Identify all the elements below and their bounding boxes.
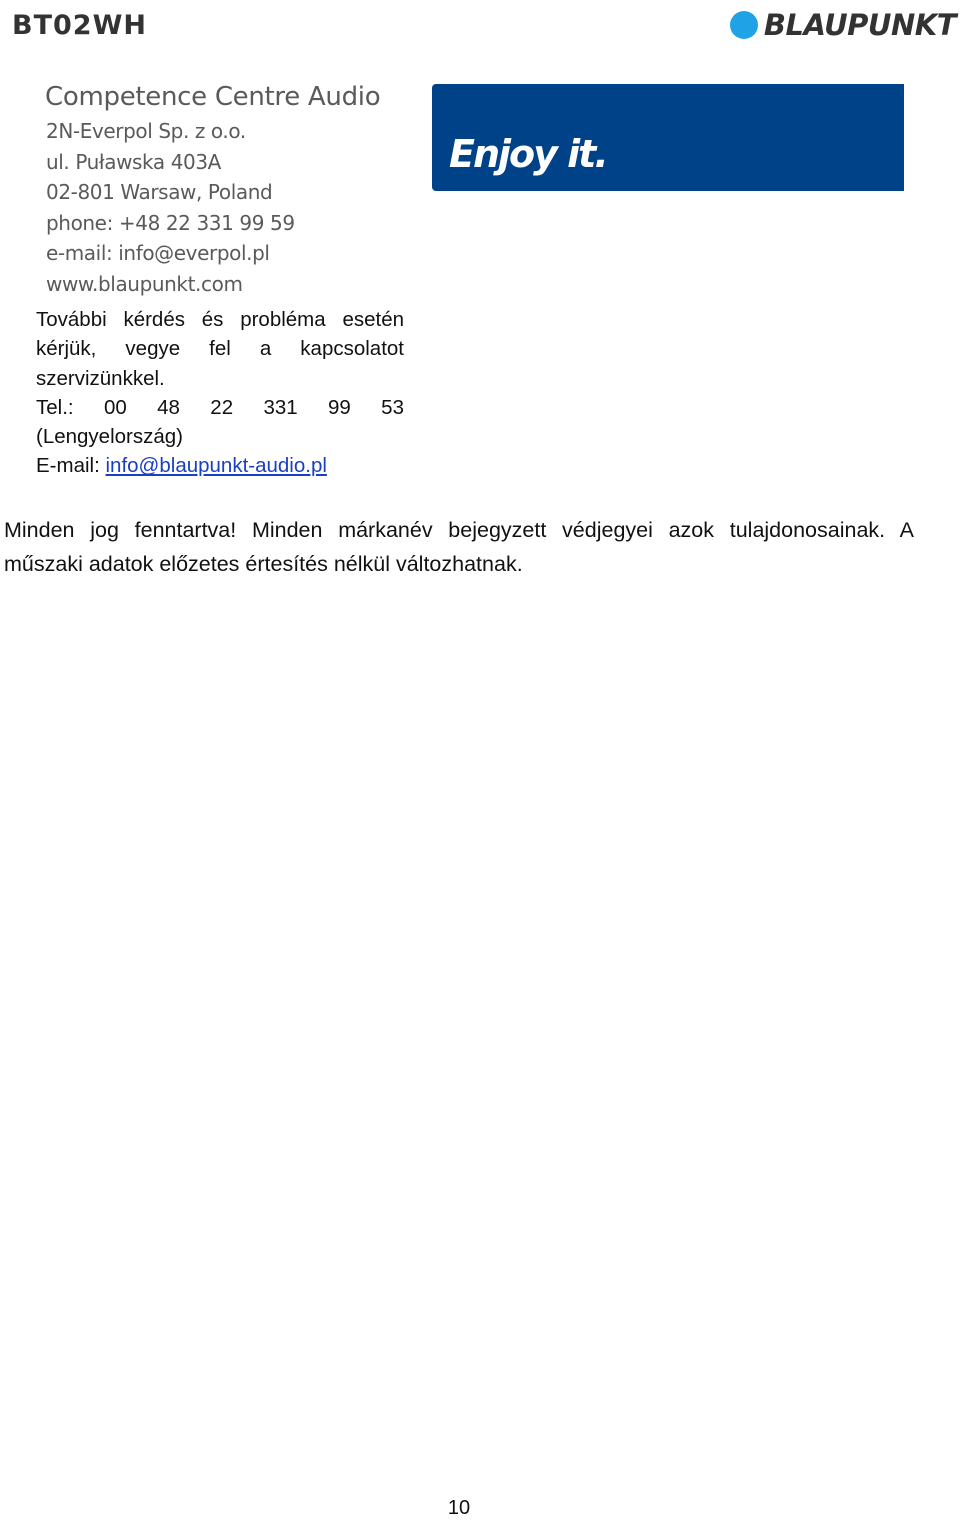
enjoy-banner xyxy=(432,84,904,191)
service-email-row xyxy=(36,451,404,480)
address-company: 2N-Everpol Sp. z o.o. xyxy=(46,119,246,143)
page-number: 10 xyxy=(447,1497,471,1519)
service-line-2: kérjük, vegye fel a kapcsolatot xyxy=(36,337,404,361)
brand-name: BLAUPUNKT xyxy=(763,8,956,42)
brand-logo xyxy=(730,8,956,42)
email-link[interactable]: info@blaupunkt-audio.pl xyxy=(105,454,327,478)
address-city: 02-801 Warsaw, Poland xyxy=(46,180,273,204)
rights-line-1: Minden jog fenntartva! Minden márkanév bejegyzett védjegyei azok tulajdonosainak. A xyxy=(4,518,914,542)
address-title: Competence Centre Audio xyxy=(45,82,381,112)
service-line-3: szervizünkkel. xyxy=(36,366,165,390)
address-block xyxy=(46,116,295,299)
service-paragraph xyxy=(36,305,404,481)
rights-paragraph xyxy=(4,513,914,581)
model-code: BT02WH xyxy=(12,10,147,41)
address-street: ul. Puławska 403A xyxy=(46,149,221,174)
address-website: www.blaupunkt.com xyxy=(46,271,243,296)
address-email: e-mail: info@everpol.pl xyxy=(46,241,270,265)
email-label: E-mail: xyxy=(36,454,100,478)
service-line-1: További kérdés és probléma esetén xyxy=(36,308,404,331)
service-country: (Lengyelország) xyxy=(36,425,183,449)
service-phone: Tel.: 00 48 22 331 99 53 xyxy=(36,395,404,419)
brand-dot-icon xyxy=(730,11,758,39)
rights-line-2: műszaki adatok előzetes értesítés nélkül változhatnak. xyxy=(4,552,523,576)
banner-slogan: Enjoy it. xyxy=(449,132,607,176)
address-phone: phone: +48 22 331 99 59 xyxy=(46,210,295,235)
